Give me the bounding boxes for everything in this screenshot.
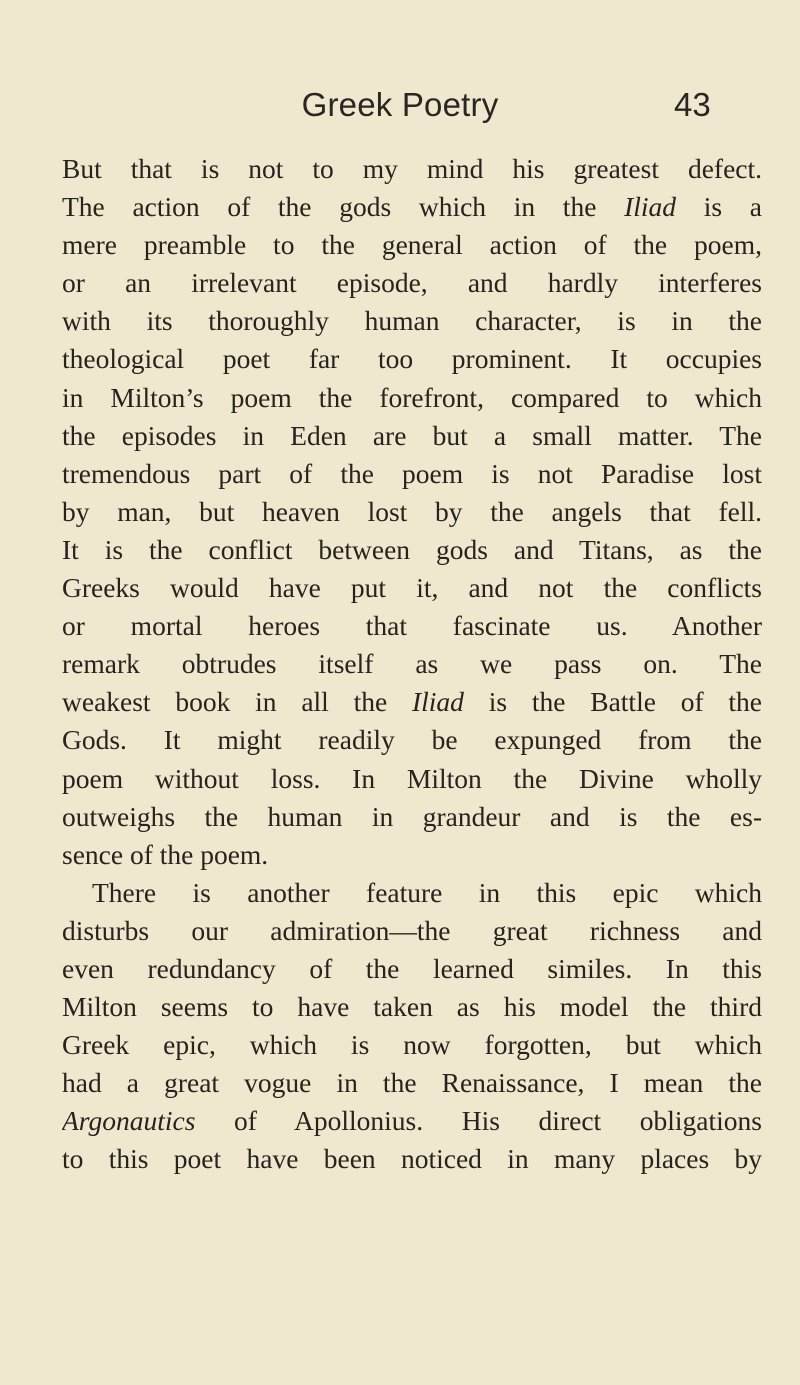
text-line: remark obtrudes itself as we pass on. The — [62, 648, 762, 680]
text-line: There is another feature in this epic which — [92, 876, 762, 908]
text-line: by man, but heaven lost by the angels that fell. — [62, 495, 762, 527]
text-line: weakest book in all the Iliad is the Battle of the — [62, 686, 762, 718]
text-line: theological poet far too prominent. It occupies — [62, 343, 762, 375]
running-head: Greek Poetry — [301, 86, 499, 123]
text-line: in Milton’s poem the forefront, compared to which — [62, 381, 762, 413]
book-title-argonautics: Argonautics — [62, 1105, 196, 1137]
text-line: Greeks would have put it, and not the conflicts — [62, 572, 762, 604]
text-line: sence of the poem. — [62, 838, 269, 870]
text-line: had a great vogue in the Renaissance, I mean the — [62, 1067, 762, 1099]
text-line: or mortal heroes that fascinate us. Another — [62, 610, 762, 642]
text-line: It is the conflict between gods and Titans, as the — [62, 533, 762, 565]
text-line: poem without loss. In Milton the Divine wholly — [62, 762, 762, 794]
text-line: mere preamble to the general action of the poem, — [62, 229, 762, 261]
text-line: Milton seems to have taken as his model the third — [62, 991, 762, 1023]
text-line: Argonautics of Apollonius. His direct obligations — [62, 1105, 762, 1137]
text-line: with its thoroughly human character, is in the — [62, 305, 762, 337]
text-line: tremendous part of the poem is not Paradise lost — [62, 457, 762, 489]
text-line: even redundancy of the learned similes. In this — [62, 952, 762, 984]
text-line: Greek epic, which is now forgotten, but which — [62, 1029, 762, 1061]
page-number: 43 — [674, 86, 711, 123]
page-header — [0, 86, 800, 136]
text-line: to this poet have been noticed in many places by — [62, 1143, 762, 1175]
text-line: the episodes in Eden are but a small matter. The — [62, 419, 762, 451]
text-line: But that is not to my mind his greatest defect. — [62, 153, 762, 184]
text-line: outweighs the human in grandeur and is the es- — [62, 800, 762, 832]
book-title-iliad: Iliad — [624, 191, 677, 223]
book-title-iliad: Iliad — [411, 686, 464, 718]
body-text — [62, 150, 762, 1179]
text-line: The action of the gods which in the Iliad is a — [62, 191, 762, 223]
text-line: or an irrelevant episode, and hardly interferes — [62, 267, 762, 299]
text-line: Gods. It might readily be expunged from the — [62, 724, 762, 756]
text-line: disturbs our admiration—the great richness and — [62, 914, 762, 946]
